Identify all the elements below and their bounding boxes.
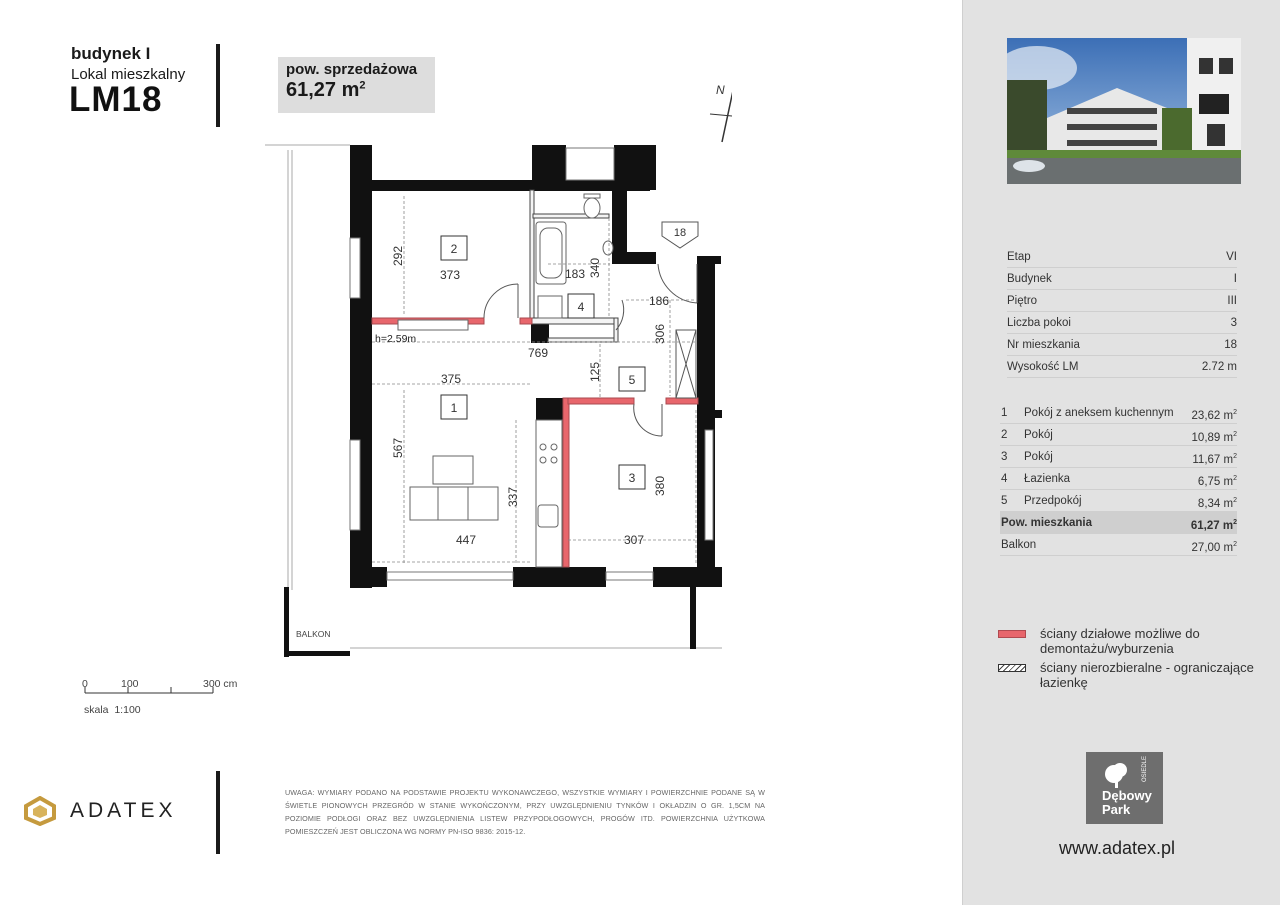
entrance-number: 18	[673, 227, 687, 239]
room-row-3: 3 Pokój 11,67 $m^2$	[1000, 446, 1237, 468]
sales-area-label: pow. sprzedażowa	[286, 61, 418, 78]
room-row-5: 5 Przedpokój 8,34 $m^2$	[1000, 490, 1237, 512]
unit-code: LM18	[69, 80, 163, 119]
dim-373: 373	[439, 268, 461, 282]
room-number-2: 2	[450, 242, 458, 256]
north-label: N	[716, 83, 725, 97]
dim-567: 567	[391, 437, 405, 459]
dim-769: 769	[527, 346, 549, 360]
scale-tick-0: 0	[82, 678, 88, 690]
disclaimer-note: UWAGA: WYMIARY PODANO NA PODSTAWIE PROJEKTU WYKONAWCZEGO, WSZYSTKIE WYMIARY I POWIERZCHNIE PODANE SĄ W ŚWIETLE PIONOWYCH PRZEGRÓD W STANIE WYKOŃCZONYM, PRZY UWZGLĘDNIENIU TYNKÓW I OKŁADZIN O GR. 1,5CM NA POZIOMIE PODŁOGI ORAZ BEZ UWZGLĘDNIENIA LISTEW PRZYPODŁOGOWYCH, PROGÓW ITD. POWIERZCHNIA UŻYTKOWA POMIESZCZEŃ JEST OBLICZONA WG NORMY PN-ISO 9836: 2015-12.	[285, 788, 765, 836]
scale-label: skala 1:100	[84, 704, 141, 716]
legend-demolishable: ściany działowe możliwe do demontażu/wyburzenia	[998, 626, 1200, 656]
info-row-etap: Etap VI	[1007, 246, 1237, 268]
total-area-row: Pow. mieszkania 61,27 $m^2$	[1000, 512, 1237, 534]
website-link[interactable]: www.adatex.pl	[1059, 838, 1176, 858]
balcony-area-row: Balkon 27,00 $m^2$	[1000, 534, 1237, 556]
doors	[484, 264, 697, 436]
hallway-wardrobe	[676, 330, 696, 398]
dim-292: 292	[391, 245, 405, 267]
dim-125: 125	[588, 361, 602, 383]
dim-337: 337	[506, 486, 520, 508]
debowy-park-logo	[1086, 752, 1163, 824]
room-number-1: 1	[450, 401, 458, 415]
estate-logo-name-1: Dębowy	[1102, 788, 1152, 803]
legend-red-swatch	[998, 630, 1026, 638]
building-label: budynek I	[71, 44, 151, 63]
dim-447: 447	[455, 533, 477, 547]
scale-tick-100: 100	[121, 678, 139, 690]
info-row-pietro: Piętro III	[1007, 290, 1237, 312]
info-row-unit-number: Nr mieszkania 18	[1007, 334, 1237, 356]
dim-306: 306	[653, 323, 667, 345]
dim-375: 375	[440, 372, 462, 386]
ceiling-height-label: h=2.59m	[375, 333, 417, 345]
room-area-table	[1000, 402, 1237, 556]
room-row-2: 2 Pokój 10,89 $m^2$	[1000, 424, 1237, 446]
balcony-label: BALKON	[296, 629, 331, 639]
legend-hatch-swatch	[998, 664, 1026, 672]
adatex-logo-icon	[22, 796, 58, 826]
unit-type-label: Lokal mieszkalny	[71, 66, 186, 83]
dim-340: 340	[588, 257, 602, 279]
footer-divider	[216, 771, 220, 854]
header-divider	[216, 44, 220, 127]
kitchen-counter	[536, 420, 562, 567]
adatex-logo	[22, 796, 176, 826]
unit-info-table	[1007, 246, 1237, 378]
legend-bathroom-walls: ściany nierozbieralne - ograniczające łazienkę	[998, 660, 1254, 690]
room-row-1: 1 Pokój z aneksem kuchennym 23,62 $m^2$	[1000, 402, 1237, 424]
room-number-5: 5	[628, 373, 636, 387]
room-number-3: 3	[628, 471, 636, 485]
dim-307: 307	[623, 533, 645, 547]
dim-380: 380	[653, 475, 667, 497]
scale-tick-300: 300 cm	[203, 678, 238, 690]
adatex-name: ADATEX	[70, 799, 177, 822]
info-row-height: Wysokość LM 2.72 m	[1007, 356, 1237, 378]
sales-area-value: 61,27 $m^2$	[286, 79, 366, 101]
furniture	[398, 320, 498, 520]
building-photo	[1007, 38, 1241, 184]
info-row-budynek: Budynek I	[1007, 268, 1237, 290]
floor-plan	[262, 77, 732, 667]
balcony-wall	[284, 587, 696, 657]
estate-logo-prefix: OSIEDLE	[1142, 755, 1148, 782]
room-number-4: 4	[577, 300, 585, 314]
dim-183: 183	[564, 267, 586, 281]
dim-186: 186	[648, 294, 670, 308]
estate-logo-name-2: Park	[1102, 802, 1131, 817]
info-row-rooms-count: Liczba pokoi 3	[1007, 312, 1237, 334]
room-row-4: 4 Łazienka 6,75 $m^2$	[1000, 468, 1237, 490]
